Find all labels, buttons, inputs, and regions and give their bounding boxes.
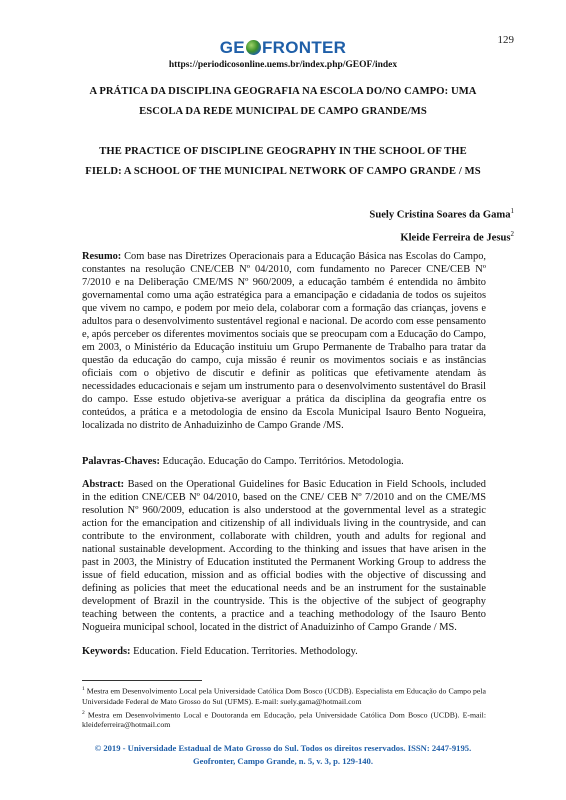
author: [369, 202, 514, 225]
abstract-english: [82, 478, 486, 634]
footnotes: [82, 684, 486, 731]
keywords-portuguese: [82, 455, 486, 468]
title-en-line: FIELD: A SCHOOL OF THE MUNICIPAL NETWORK OF CAMPO GRANDE / MS: [85, 166, 481, 177]
abstract-text: Com base nas Diretrizes Operacionais para a Educação Básica nas Escolas do Campo, constantes na resolução CNE/CEB Nº 04/2010, com fundamento no Parecer CNE/CEB Nº 7/2010 e na Deliberação CME/MS Nº 960/2009, a educação também é entendida no âmbito governamental como uma ação estratégica para a emancipação e cidadania de todos os sujeitos que vivem no campo, e podem por meio dela, colaborar com a formação das crianças, jovens e adultos para o desenvolvimento sustentável regional e nacional. De acordo com esse pensamento e, após perceber os diferentes movimentos sociais que se preocupam com a Educação do Campo, em 2003, o Ministério da Educação instituiu um Grupo Permanente de Trabalho para tratar da questão da educação do campo, cuja missão é reunir os movimentos sociais e as instâncias oficiais com o objetivo de discutir e definir as políticas que efetivamente atendam às necessidades educacionais e sejam um instrumento para o desenvolvimento sustentável do Brasil do campo. Esse estudo objetiva-se averiguar a prática da disciplina da geografia entre os conteúdos, a prática e a metodologia de ensino da Escola Municipal Isauro Bento Nogueira, localizada no distrito de Anhaduizinho de Campo Grande /MS.: [82, 251, 486, 431]
footnote-number: 2: [82, 709, 85, 716]
abstract-text: Based on the Operational Guidelines for Basic Education in Field Schools, included in the edition CNE/CEB Nº 04/2010, based on the CNE/ CEB Nº 7/2010 and on the CME/MS resolution Nº 960/2009, education is also understood at the governmental level as a strategic action for the emancipation and citizenship of all individuals living in the countryside, and can contribute to the environment, collaborate with children, youth and adults for regional and national sustainable development. According to the thinking and issues that have arisen in the past in 2003, the Ministry of Education instituted the Permanent Working Group to address the issue of field education, mission and as official bodies with the objective of discussing and defining as policies that meet the educational needs and be an instrument for the sustainable development of Brazil in the countryside. This is the objective of the subject of geography teaching between the contents, a practice and a teaching methodology of the Isauro Bento Nogueira municipal school, located in the district of Anaduizinho of Campo Grande / MS.: [82, 479, 486, 633]
journal-logo: [0, 38, 566, 58]
footnote-text: Mestra em Desenvolvimento Local pela Universidade Católica Dom Bosco (UCDB). Especialista em Educação do Campo pela Universidade Federal de Mato Grosso do Sul (UFMS). E-mail: suely.gama@hotmail.com: [82, 686, 486, 706]
footnote: [82, 684, 486, 707]
keywords-label: Palavras-Chaves:: [82, 456, 160, 467]
author-name: Suely Cristina Soares da Gama: [369, 209, 511, 221]
keywords-label: Keywords:: [82, 646, 131, 657]
title-pt-line: A PRÁTICA DA DISCIPLINA GEOGRAFIA NA ESCOLA DO/NO CAMPO: UMA: [89, 86, 477, 97]
keywords-text: Education. Field Education. Territories. Methodology.: [133, 646, 358, 657]
logo-text-prefix: GE: [219, 38, 245, 57]
keywords-english: [82, 645, 486, 658]
article-title-portuguese: [78, 82, 488, 122]
author-list: [369, 202, 514, 247]
keywords-text: Educação. Educação do Campo. Territórios. Metodologia.: [162, 456, 404, 467]
abstract-label: Resumo:: [82, 251, 122, 262]
footnote-marker: 1: [510, 207, 514, 215]
author: [369, 225, 514, 248]
copyright-line: © 2019 - Universidade Estadual de Mato Grosso do Sul. Todos os direitos reservados. ISSN: 2447-9195.: [94, 743, 472, 753]
citation-line: Geofronter, Campo Grande, n. 5, v. 3, p. 129-140.: [193, 756, 373, 766]
footnote-divider: [82, 680, 202, 681]
footnote-text: Mestra em Desenvolvimento Local e Doutoranda em Educação, pela Universidade Católica Dom Bosco (UCDB). E-mail: kleideferreira@hotmail.com: [82, 710, 486, 730]
page-number: 129: [497, 34, 514, 46]
footnote: [82, 708, 486, 731]
abstract-label: Abstract:: [82, 479, 125, 490]
logo-text-suffix: FRONTER: [261, 38, 347, 57]
article-title-english: [78, 142, 488, 182]
journal-url: https://periodicosonline.uems.br/index.php/GEOF/index: [168, 60, 398, 70]
author-name: Kleide Ferreira de Jesus: [400, 232, 511, 244]
title-en-line: THE PRACTICE OF DISCIPLINE GEOGRAPHY IN THE SCHOOL OF THE: [99, 146, 467, 157]
footnote-marker: 2: [510, 229, 514, 238]
abstract-portuguese: [82, 250, 486, 432]
globe-icon: [246, 40, 261, 55]
page-footer: [0, 742, 566, 768]
footnote-number: 1: [82, 686, 85, 692]
title-pt-line: ESCOLA DA REDE MUNICIPAL DE CAMPO GRANDE/MS: [139, 106, 427, 117]
